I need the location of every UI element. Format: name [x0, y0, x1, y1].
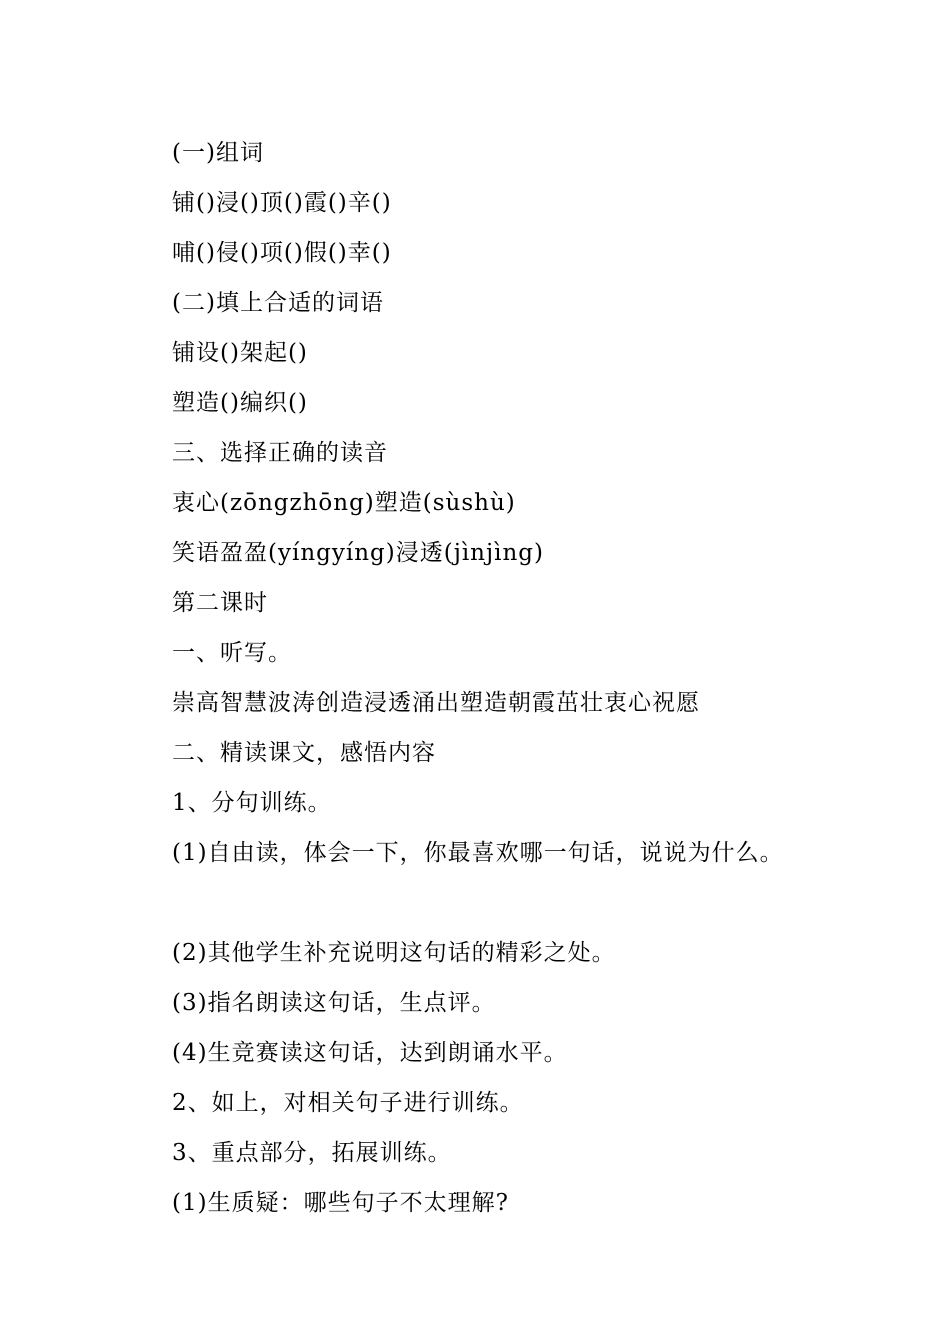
text-line: 3、重点部分，拓展训练。: [172, 1140, 452, 1166]
heading-pronunciation: 三、选择正确的读音: [172, 440, 388, 466]
text-line: (2)其他学生补充说明这句话的精彩之处。: [172, 940, 616, 966]
text-line: 2、如上，对相关句子进行训练。: [172, 1090, 524, 1116]
text-line: 塑造()编织(): [172, 390, 308, 416]
text-line: 1、分句训练。: [172, 790, 332, 816]
text-line: 哺()侵()项()假()幸(): [172, 240, 392, 266]
heading-second-lesson: 第二课时: [172, 590, 268, 616]
text-line: (1)生质疑：哪些句子不太理解?: [172, 1190, 509, 1216]
text-line: (3)指名朗读这句话，生点评。: [172, 990, 496, 1016]
text-line: 崇高智慧波涛创造浸透涌出塑造朝霞茁壮衷心祝愿: [172, 690, 700, 716]
text-line: (4)生竞赛读这句话，达到朗诵水平。: [172, 1040, 568, 1066]
text-line: (1)自由读，体会一下，你最喜欢哪一句话，说说为什么。: [172, 840, 784, 866]
blank-line: [172, 878, 932, 928]
document-body: [172, 128, 932, 1228]
heading-zuci: (一)组词: [172, 140, 264, 166]
text-line: 衷心(zōngzhōng)塑造(sùshù): [172, 490, 516, 516]
heading-close-reading: 二、精读课文，感悟内容: [172, 740, 436, 766]
heading-dictation: 一、听写。: [172, 640, 292, 666]
text-line: 铺()浸()顶()霞()辛(): [172, 190, 392, 216]
text-line: 铺设()架起(): [172, 340, 308, 366]
text-line: 笑语盈盈(yíngyíng)浸透(jìnjìng): [172, 540, 544, 566]
heading-fill-words: (二)填上合适的词语: [172, 290, 384, 316]
